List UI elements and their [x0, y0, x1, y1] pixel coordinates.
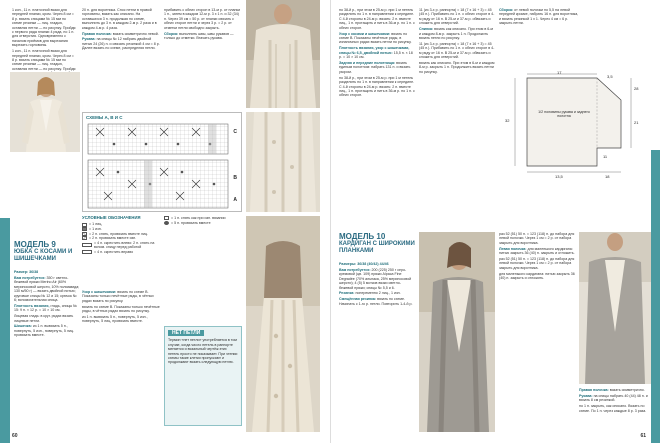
model10-right-text-2: раз 52 (51) 50 п. = 123 (118) п. до набора для левой полочки. Через 1 см = 2 р. от набора закрыть для воротника.	[499, 257, 575, 270]
model10-heading	[339, 232, 429, 255]
model9-cable-text: вязать по схеме B. Показаны только нечётные ряды, в чётных рядах вязать по рисунку.	[82, 290, 154, 303]
model9-sizes-text: Размер: 36/38	[14, 270, 39, 274]
pattern-diagram-svg	[501, 70, 651, 180]
model10-right-text: раз 52 (51) 50 п. = 123 (118) п. до набора для левой полочки. Через 1 см = 2 р. от набора закрыть для воротника.	[499, 232, 575, 245]
right-col2-paragraph-2: 11 (из 3-х р. раппорта) = 18 (7 х 16 + 3) = 45 (45 п.). Прибавить по 1 п. с обеих сторон в 4-м ряду от 16 п. В 25-м и 37-м р. обвязать и сложить для отверстий.	[419, 41, 495, 60]
right-col1-gauge-heading: Плотность вязания, узор с шишечками, спицы № 6,5, двойной нитью:	[339, 46, 410, 55]
right-col2-back-text: вязать как описано. При этом в 6-м и каждом 8-м р. закрыть 1 п. Продолжить вязать петли по рисунку.	[419, 27, 493, 40]
right-col3-assembly	[499, 8, 581, 26]
left-accent-strip	[0, 218, 10, 443]
model9-gauge-heading: Плотность вязания,	[14, 303, 50, 308]
schema-label-b: B	[233, 175, 237, 181]
right-col1-text	[339, 8, 415, 218]
model-photo-sweater-art	[246, 0, 320, 108]
model9-materials	[14, 276, 80, 302]
model10-right-text-3: для маленького кардигана: нитью закрыть 36 (40) п. закрыть и отложить.	[499, 271, 575, 281]
diagram-label-side: 3,5	[607, 74, 613, 79]
model9-stockinette: Лицевая гладь: в круг. рядах вязать лицевые петли.	[14, 314, 74, 323]
model-photo-detail	[246, 112, 320, 212]
legend-symbol-cable-right	[82, 250, 92, 254]
model9-cable	[82, 290, 160, 303]
model10-photo-art	[419, 232, 495, 432]
model9-subtitle: ЮБКА С КОСАМИ И ШИШЕЧКАМИ	[14, 249, 73, 262]
right-accent-strip	[651, 150, 660, 443]
assembly-text: выполнить швы, швы рукавов — только до отметки. Втачать рукава.	[164, 31, 234, 40]
legend-block-2	[164, 216, 242, 286]
right-col1-paragraph-2: по 38-й р., при этом в 25-м р. при 1 м петель разделить по 1 п. в направлении к середине. С 4-й стороны в 24-м р. вязать: 2 п. вместе лиц., 1 п. протащить и нить в 36-м р. по 1 п. с обеих сторон.	[339, 75, 415, 98]
model10-sizes	[339, 262, 415, 266]
legend-item-label: = 1 п. снять как при изн. вязании	[171, 216, 226, 220]
model10-pattern	[339, 297, 415, 306]
model10-left-front-heading: Левая полочка:	[499, 246, 527, 251]
right-col1-gauge-text: 15,5 п. × 18 р. = 10 × 10 см.	[339, 50, 413, 60]
model9-materials-heading: Вам потребуется:	[14, 275, 46, 280]
left-col3-block-assembly	[164, 32, 242, 41]
left-col2-text	[82, 8, 160, 108]
right-page	[330, 0, 660, 443]
model10-rib-text: попеременно 2 лиц., 1 изн.	[355, 291, 401, 296]
model10-photo	[419, 232, 495, 432]
schema-label-c: C	[233, 129, 237, 135]
model10-pattern-text: вязать по схеме. Начинать с 1-го р. петли. Повторить 1-4-й р.	[339, 297, 413, 306]
model9-body	[14, 270, 80, 430]
sleeves-heading: Рукава:	[82, 37, 96, 42]
legend-block	[82, 216, 160, 286]
diagram-label-right2: 21	[634, 120, 639, 125]
model10-rib-heading: Резинка:	[339, 291, 355, 296]
right-col1-pattern-text: вязать по схеме В. Показаны нечётные ряды, в изнаночных рядах вязать петли по рисунку.	[339, 31, 412, 45]
left-col2-paragraph: 20 п. для воротника. Снос петли в правой горловины, вязать как описано. На оставшихся 3 п. продолжая по схеме, выполнить до 3 п. в каждом 2-м р. 2 раза и в каждом 4-м р. 4 раза.	[82, 8, 157, 30]
left-col3-text	[164, 8, 242, 108]
schema-grid-a	[88, 124, 228, 154]
right-col3-assembly-heading: Сборка:	[499, 8, 514, 12]
right-col2-paragraph-3: вязать как описано. При этом в 6-м и каждом 8-м р. закрыть 1 п. Продолжить вязать петли по рисунку.	[419, 60, 495, 74]
model10-sleeves	[579, 394, 649, 403]
left-col3-paragraph: прибавить с обеих сторон в 13-м р. от планки 1 п., затем в каждом 12-м р. 3 х 1 п. и 32 (34) п. Через 39 см = 50 р. от планки связать с обеих сторон петли и через 3 р. = 2 р. от отметки петли свободно закрыть.	[164, 8, 241, 30]
schema-title: СХЕМЫ А, В И С	[86, 115, 123, 120]
model9-number: МОДЕЛЬ 9	[14, 240, 56, 249]
note-no-stitch	[164, 326, 242, 426]
model10-right-col3-text: по 1 п. закрыть, как описано. Вязать по схеме. По 1 п. через каждые 8 р. 3 раза.	[579, 404, 647, 413]
right-col2-paragraph: 11 (из 3-х р. раппорта) = 18 (7 х 16 + 3) = 45 (45 п.). Прибавить по 1 п. с обеих сторон в 4-м ряду от 16 п. В 25-м и 37-м р. обвязать и сложить для отверстий.	[419, 8, 495, 26]
legend-item-label: = 4 п. скрестить влево: 2 п. снять на вспом. спицу перед работой	[94, 240, 155, 250]
model10-left-front-text: для маленького кардигана: нитью закрыть 36 (40) п. закрыть и отложить.	[499, 246, 575, 256]
right-col2-text	[419, 8, 495, 218]
legend-item-label: = 1 лиц.	[89, 222, 103, 227]
right-col3-assembly-text: от левой полочки по 5,5 на левой передней кромке, набрать 16 п. для воротника, и вязать резинкой 1 х 1. Через 4 см = 6 р. закрыть петли.	[499, 8, 579, 26]
diagram-label-left: 32	[505, 118, 510, 123]
legend-item-label: = 2 п. провязать вместе изн.	[89, 236, 137, 241]
schema-label-a: A	[233, 197, 237, 203]
right-col1-pattern-heading: Узор с косами и шишечками:	[339, 31, 391, 36]
model9-sizes	[14, 270, 80, 274]
model-photo-cardigan-art	[10, 72, 80, 152]
model9-body-col2	[82, 290, 160, 430]
legend-item-label: = 1 изн.	[89, 227, 102, 231]
diagram-label-top: 17	[557, 70, 562, 75]
model10-right-front	[579, 388, 649, 392]
legend-item	[164, 221, 242, 226]
model10-right-front-heading: Правая полочка:	[579, 388, 609, 392]
diagram-label-bottom-left: 13,5	[555, 174, 563, 179]
diagram-center-label: 1/2 половины рукава и заднего полотна	[538, 110, 590, 119]
legend-symbol-bobble	[164, 221, 169, 225]
left-col2-block-right-front	[82, 32, 160, 36]
left-col1-paragraph-2: 1 кон., 11 п. платочной вязки для передней планки, кром. Через 8 см = 8 р. вязать спицами № 15 мм по схеме резинки — лиц. гладью, оставляя петли — по рисунку. Пройдя	[12, 49, 76, 71]
right-col1-back-text: вязать единым полотном: набрать 131 п. и вязать узором.	[339, 60, 411, 74]
model9-materials-text: 350 г светло-бежевой пряжи Merino Air (60% мериносовой шерсти, 10% полиамида; 130 м/50 г) — вязать двойной нитью; круговые спицы № 12 и 15; крючок № 6; вспомогательная спица.	[14, 275, 80, 302]
note-title: НЕТ ПЕТЛИ	[168, 330, 204, 336]
model-photo-sweater	[246, 0, 320, 108]
assembly-heading: Сборка:	[164, 31, 179, 36]
right-page-number: 61	[640, 433, 646, 439]
right-col1-back	[339, 61, 415, 74]
right-col2-back	[419, 27, 495, 40]
model10-photo-2	[579, 232, 651, 384]
model-photo-skirt	[246, 216, 320, 432]
diagram-label-bottom-far: 11	[603, 154, 608, 159]
legend-item-label: = 4 п. скрестить вправо	[94, 249, 134, 254]
model9-gauge	[14, 304, 80, 313]
pattern-diagram	[501, 70, 651, 180]
legend-symbol-p2tog	[82, 236, 87, 240]
model10-sleeves-text: на спицы набрать 40 (44) 48 п. и вязать 8 см резинкой.	[579, 393, 648, 403]
sleeves-text: на спицы № 12 набрать двойной нитью 24 (26) п. и связать резинкой 4 см = 8 р. Далее вязать по схеме, распределяя петли.	[82, 37, 160, 51]
model10-left-front	[499, 247, 575, 256]
model9-cable-repeat: вязать по схеме B. Показаны только нечётные ряды, в чётных рядах вязать по рисунку.	[82, 304, 160, 314]
legend-item	[82, 241, 160, 250]
model10-body-col3	[499, 232, 575, 432]
legend-item-label: = 5 п. провязать вместе	[171, 220, 211, 225]
model10-photo-2-art	[579, 232, 651, 384]
diagram-label-right1: 28	[634, 86, 639, 91]
model10-materials-heading: Вам потребуется:	[339, 267, 371, 272]
model9-bobble-text: из 1 п. вывязать 5 п., повернуть, 5 изн., повернуть, 5 лиц. провязать вместе.	[14, 324, 75, 338]
knitting-schema-abc	[82, 112, 242, 212]
left-col2-block-sleeves	[82, 37, 160, 50]
model10-rib	[339, 291, 415, 295]
left-col1-paragraph: 1 кон., 11 п. платочной вязки для передней планки, кром. Через 8 см = 8 р. вязать спицами № 15 мм по схеме резинки — лиц. гладью, оставляя петли — по рисунку. Пройдя с первого ряда планки 4 ряда, по 1 п. для отверстия. Одновременно с началом приёмов для вырезания вырезать горловины.	[12, 8, 76, 48]
schema-grid-b	[88, 160, 228, 208]
model10-materials-text: 200 (225) 250 г серо-кремовой (цв. 109) пряжи Alpaca Fine Degradée (70% альпака, 25% мериносовой шерсти); 4 (5) 5 мотков вязки светло-бежевой пряжи; спицы № 5,5 и 6.	[339, 267, 412, 290]
right-col1-pattern	[339, 32, 415, 45]
right-front-text: вязать симметрично левой.	[112, 31, 159, 36]
model10-materials	[339, 268, 415, 290]
right-front-heading: Правая полочка:	[82, 31, 112, 36]
legend-symbol-cable-left	[82, 243, 92, 247]
model10-sizes-text: Размеры: 36/38 (40/42) 44/46	[339, 262, 389, 266]
model9-bobble-repeat: из 1 п. вывязать 5 п., повернуть, 5 изн., повернуть, 5 лиц. провязать вместе.	[82, 315, 148, 324]
right-col1-back-heading: Задняя и передние полотнища:	[339, 60, 396, 65]
model9-heading	[14, 240, 80, 263]
legend-item	[82, 250, 160, 255]
right-col1-paragraph: по 38-й р., при этом в 25-м р. при 1 м петель разделить по 1 п. в направлении к середине. С 4-й стороны в 24-м р. вязать: 2 п. вместе лиц., 1 п. протащить и нить в 36-м р. по 1 п. с обеих сторон.	[339, 8, 415, 30]
model10-subtitle: КАРДИГАН С ШИРОКИМИ ПЛАНКАМИ	[339, 241, 415, 254]
diagram-label-bottom-right: 18	[605, 174, 610, 179]
right-col2-back-heading: Спинка:	[419, 27, 434, 32]
model9-cable-heading: Узор с шишечками:	[82, 290, 117, 294]
legend-symbol-slip	[164, 216, 169, 220]
model10-number: МОДЕЛЬ 10	[339, 232, 386, 241]
model-photo-skirt-art	[246, 216, 320, 432]
model-photo-cardigan	[10, 72, 80, 152]
note-text: Термин «нет петли» употребляется в том случае, когда число петель в раппорте меняется и вязальный чертёж этих петель просто не показывает. При чтении схемы такие клетки пропускают и продолжают вязать следующую петлю.	[168, 338, 238, 365]
model9-bobble	[14, 324, 80, 337]
legend-symbol-knit	[82, 223, 87, 227]
legend-item-label: = 2 п. снять, провязать вместе лиц.	[89, 231, 149, 236]
schema-grid-svg	[84, 122, 242, 212]
model9-bobble-heading: Шишечка:	[14, 324, 32, 329]
legend-title: УСЛОВНЫЕ ОБОЗНАЧЕНИЯ	[82, 216, 141, 220]
model10-sleeves-heading: Рукава:	[579, 393, 593, 398]
left-page-number: 60	[12, 433, 18, 439]
model-photo-detail-art	[246, 112, 320, 212]
model9-gauge-text: гладь, спицы № 15: 9 п. × 12 р. = 10 × 10 см.	[14, 303, 77, 313]
model10-body	[339, 262, 415, 432]
model10-pattern-heading: Смещённая резинка:	[339, 297, 377, 302]
legend-symbol-purl	[82, 227, 87, 231]
legend-symbol-k2tog	[82, 232, 87, 236]
model10-body-col4	[579, 388, 649, 436]
right-col3-text	[499, 8, 581, 68]
right-col1-gauge	[339, 46, 415, 59]
model10-right-front-text: вязать симметрично.	[609, 388, 645, 392]
